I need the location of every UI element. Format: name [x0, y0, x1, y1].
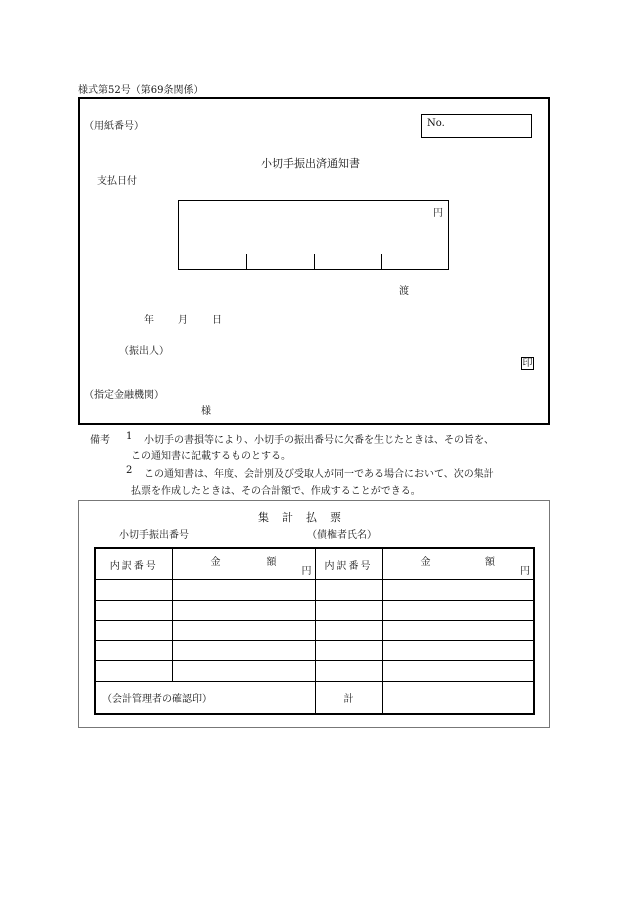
check-number-label: 小切手振出番号 [119, 530, 189, 541]
table-row [95, 620, 534, 640]
designated-bank-label: （指定金融機関） [84, 390, 164, 401]
table-cell[interactable] [315, 620, 382, 640]
table-cell[interactable] [315, 600, 382, 620]
table-row [95, 580, 534, 600]
table-cell[interactable] [315, 580, 382, 600]
total-amount-cell[interactable] [382, 681, 534, 714]
amount-digit-separator [314, 254, 315, 270]
table-cell[interactable] [382, 580, 534, 600]
paper-number-label: （用紙番号） [84, 121, 144, 132]
breakdown-number-header: 内訳番号 [315, 548, 382, 580]
table-cell[interactable] [172, 600, 315, 620]
breakdown-table [94, 547, 535, 715]
table-cell[interactable] [382, 600, 534, 620]
remarks-heading: 備考 [90, 435, 110, 446]
table-cell[interactable] [95, 620, 172, 640]
date-month-label: 月 [178, 315, 188, 326]
amount-yen-unit: 円 [433, 208, 443, 219]
total-label: 計 [315, 681, 382, 714]
delivery-mark: 渡 [399, 286, 409, 297]
table-header-row [95, 548, 534, 580]
form-number-title: 様式第52号（第69条関係） [78, 85, 204, 96]
amount-header: 金 額 円 [172, 548, 315, 580]
table-row [95, 641, 534, 661]
bank-honorific: 様 [201, 406, 211, 417]
amount-digit-separator [246, 254, 247, 270]
issuer-label: （振出人） [119, 346, 169, 357]
table-cell[interactable] [382, 620, 534, 640]
summary-title: 集 計 払 票 [258, 511, 342, 524]
table-cell[interactable] [172, 641, 315, 661]
table-row [95, 600, 534, 620]
table-cell[interactable] [382, 641, 534, 661]
amount-header: 金 額 円 [382, 548, 534, 580]
table-cell[interactable] [95, 641, 172, 661]
amount-digit-separator [381, 254, 382, 270]
table-cell[interactable] [95, 600, 172, 620]
table-footer-row [95, 681, 534, 714]
creditor-name-label: （債権者氏名） [307, 530, 377, 541]
remark-2-text: この通知書は、年度、会計別及び受取人が同一である場合において、次の集計 [144, 469, 494, 480]
remark-2-text-cont: 払票を作成したときは、その合計額で、作成することができる。 [131, 486, 421, 497]
date-year-label: 年 [144, 315, 154, 326]
date-day-label: 日 [212, 315, 222, 326]
remark-1-number: 1 [126, 431, 133, 442]
accountant-seal-cell[interactable]: （会計管理者の確認印） [95, 681, 315, 714]
table-cell[interactable] [315, 661, 382, 681]
number-field[interactable] [421, 114, 532, 138]
remark-1-text: 小切手の書損等により、小切手の振出番号に欠番を生じたときは、その旨を、 [144, 435, 494, 446]
table-cell[interactable] [172, 620, 315, 640]
breakdown-number-header: 内訳番号 [95, 548, 172, 580]
notice-title: 小切手振出済通知書 [261, 157, 360, 170]
table-cell[interactable] [95, 580, 172, 600]
table-cell[interactable] [172, 580, 315, 600]
table-cell[interactable] [95, 661, 172, 681]
seal-mark: 印 [522, 357, 533, 369]
number-field-label: No. [427, 118, 445, 129]
table-cell[interactable] [172, 661, 315, 681]
table-cell[interactable] [382, 661, 534, 681]
table-row [95, 661, 534, 681]
remark-2-number: 2 [126, 465, 133, 476]
payment-date-label: 支払日付 [97, 176, 137, 187]
remark-1-text-cont: この通知書に記載するものとする。 [131, 451, 291, 462]
table-cell[interactable] [315, 641, 382, 661]
